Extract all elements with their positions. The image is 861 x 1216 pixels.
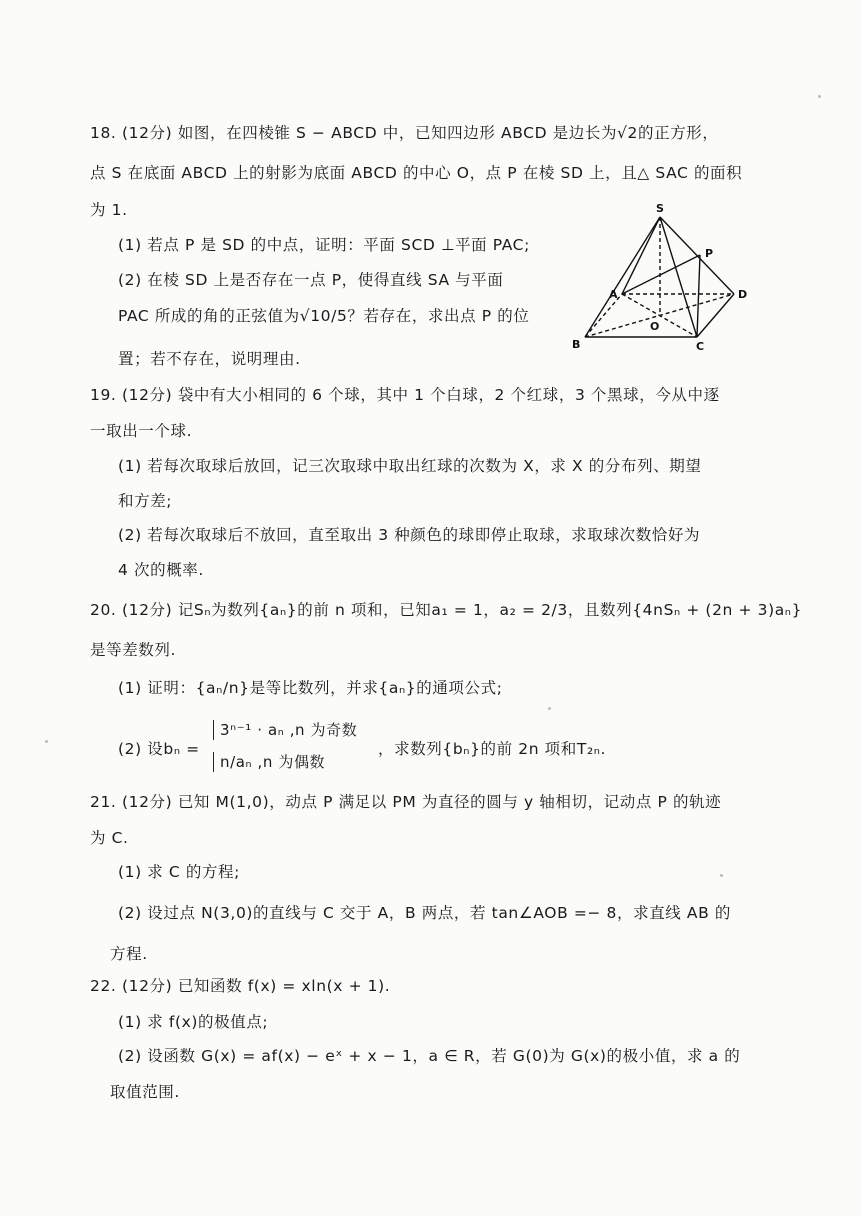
vertex-label-d: D	[738, 288, 748, 301]
scan-speck	[818, 95, 821, 98]
vertex-label-b: B	[572, 338, 581, 351]
q22-part-2b: 取值范围.	[110, 1083, 180, 1101]
q20-part-2-prefix: (2) 设bₙ =	[118, 740, 200, 758]
pyramid-figure	[572, 200, 772, 360]
q22-part-2a: (2) 设函数 G(x) = af(x) − eˣ + x − 1，a ∈ R，若 G(0)为 G(x)的极小值，求 a 的	[118, 1047, 741, 1065]
vertex-label-o: O	[650, 320, 660, 333]
q19-line-2: 一取出一个球.	[90, 422, 193, 440]
q19-part-2b: 4 次的概率.	[118, 561, 204, 579]
q21-part-2b: 方程.	[110, 945, 148, 963]
vertex-label-a: A	[609, 288, 618, 301]
q22-part-1: (1) 求 f(x)的极值点;	[118, 1013, 269, 1031]
q21-line-1: 21. (12分) 已知 M(1,0)，动点 P 满足以 PM 为直径的圆与 y 轴相切，记动点 P 的轨迹	[90, 793, 722, 811]
q20-piecewise-case-1: 3ⁿ⁻¹ · aₙ ,n 为奇数	[213, 720, 357, 740]
vertex-label-c: C	[696, 340, 705, 353]
vertex-label-p: P	[705, 247, 714, 260]
scan-speck	[45, 740, 48, 743]
q21-line-2: 为 C.	[90, 829, 129, 847]
q21-part-2a: (2) 设过点 N(3,0)的直线与 C 交于 A，B 两点，若 tan∠AOB =− 8，求直线 AB 的	[118, 904, 731, 922]
q18-line-2: 点 S 在底面 ABCD 上的射影为底面 ABCD 的中心 O，点 P 在棱 SD 上，且△ SAC 的面积	[90, 164, 743, 182]
q19-part-1b: 和方差;	[118, 492, 173, 510]
q18-part-2b: PAC 所成的角的正弦值为√10/5？若存在，求出点 P 的位	[118, 307, 530, 325]
scan-speck	[548, 707, 551, 710]
scan-speck	[720, 874, 723, 877]
q22-line-1: 22. (12分) 已知函数 f(x) = xln(x + 1).	[90, 977, 391, 995]
q18-part-2a: (2) 在棱 SD 上是否存在一点 P，使得直线 SA 与平面	[118, 271, 504, 289]
q20-piecewise-case-2: n/aₙ ,n 为偶数	[213, 752, 325, 772]
q19-line-1: 19. (12分) 袋中有大小相同的 6 个球，其中 1 个白球，2 个红球，3 个黑球，今从中逐	[90, 386, 720, 404]
q19-part-2a: (2) 若每次取球后不放回，直至取出 3 种颜色的球即停止取球，求取球次数恰好为	[118, 526, 701, 544]
q18-part-1: (1) 若点 P 是 SD 的中点，证明：平面 SCD ⊥平面 PAC;	[118, 236, 530, 254]
q20-line-1: 20. (12分) 记Sₙ为数列{aₙ}的前 n 项和，已知a₁ = 1，a₂ = 2/3，且数列{4nSₙ + (2n + 3)aₙ}	[90, 601, 803, 619]
q18-part-2c: 置；若不存在，说明理由.	[118, 350, 301, 368]
q21-part-1: (1) 求 C 的方程;	[118, 863, 240, 881]
q20-part-2-suffix: ，求数列{bₙ}的前 2n 项和T₂ₙ.	[378, 740, 607, 758]
q18-line-3: 为 1.	[90, 201, 128, 219]
q20-part-1: (1) 证明：{aₙ/n}是等比数列，并求{aₙ}的通项公式;	[118, 679, 503, 697]
q19-part-1a: (1) 若每次取球后放回，记三次取球中取出红球的次数为 X，求 X 的分布列、期望	[118, 457, 702, 475]
q20-line-2: 是等差数列.	[90, 641, 177, 659]
vertex-label-s: S	[656, 202, 664, 215]
q18-line-1: 18. (12分) 如图，在四棱锥 S − ABCD 中，已知四边形 ABCD 是边长为√2的正方形，	[90, 124, 719, 142]
